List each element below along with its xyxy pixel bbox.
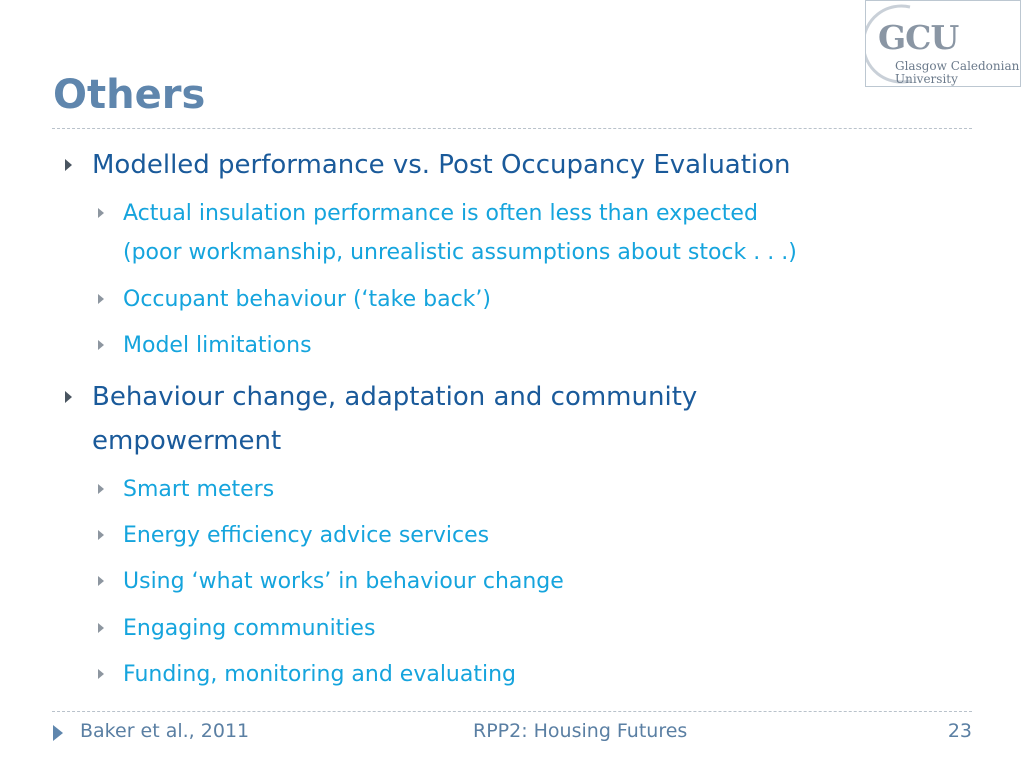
sub-bullet-arrow-icon <box>98 294 104 304</box>
bullet-level2-continuation <box>123 233 797 272</box>
sub-bullet-text: Funding, monitoring and evaluating <box>123 662 517 687</box>
bullet-level2 <box>123 280 491 319</box>
sub-bullet-text: Energy efficiency advice services <box>123 523 490 548</box>
sub-bullet-text: (poor workmanship, unrealistic assumptions about stock . . .) <box>123 240 797 265</box>
footer-citation: Baker et al., 2011 <box>80 720 250 742</box>
bullet-level1-continuation <box>92 419 281 463</box>
bullet-level2 <box>123 562 564 601</box>
bullet-arrow-icon <box>65 391 72 403</box>
sub-bullet-text: Smart meters <box>123 477 275 502</box>
title-divider <box>52 128 972 129</box>
bullet-text: Modelled performance vs. Post Occupancy Evaluation <box>92 150 791 180</box>
sub-bullet-text: Using ‘what works’ in behaviour change <box>123 569 564 594</box>
bullet-level1 <box>92 375 697 419</box>
bullet-text: empowerment <box>92 426 282 456</box>
gcu-logo <box>865 0 1021 87</box>
sub-bullet-arrow-icon <box>98 669 104 679</box>
sub-bullet-arrow-icon <box>98 208 104 218</box>
bullet-level2 <box>123 516 489 555</box>
sub-bullet-arrow-icon <box>98 530 104 540</box>
bullet-level2 <box>123 326 312 365</box>
footer-divider <box>52 711 972 712</box>
logo-mark: GCU <box>878 18 959 57</box>
sub-bullet-text: Actual insulation performance is often less than expected <box>123 201 758 226</box>
bullet-level2 <box>123 194 758 233</box>
sub-bullet-arrow-icon <box>98 340 104 350</box>
logo-text-line2: University <box>895 72 958 86</box>
logo-text-line1: Glasgow Caledonian <box>895 59 1020 73</box>
bullet-level2 <box>123 609 375 648</box>
bullet-level2 <box>123 470 274 509</box>
footer-title: RPP2: Housing Futures <box>473 720 688 742</box>
page-number: 23 <box>947 720 972 742</box>
sub-bullet-text: Occupant behaviour (‘take back’) <box>123 287 491 312</box>
bullet-level1 <box>92 143 791 187</box>
bullet-text: Behaviour change, adaptation and community <box>92 382 698 412</box>
slide-title: Others <box>53 72 206 118</box>
bullet-arrow-icon <box>65 159 72 171</box>
sub-bullet-arrow-icon <box>98 576 104 586</box>
bullet-level2 <box>123 655 516 694</box>
sub-bullet-text: Model limitations <box>123 333 312 358</box>
sub-bullet-arrow-icon <box>98 623 104 633</box>
sub-bullet-arrow-icon <box>98 484 104 494</box>
footer-arrow-icon <box>53 725 63 741</box>
sub-bullet-text: Engaging communities <box>123 616 376 641</box>
